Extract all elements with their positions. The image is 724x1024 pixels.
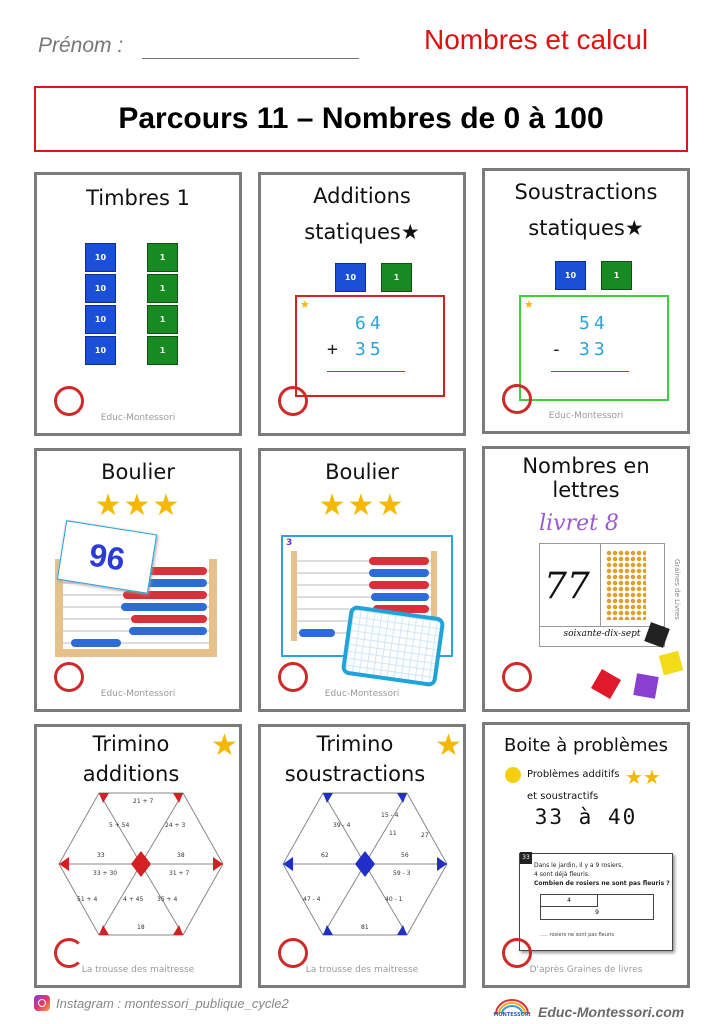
trimino-label: 24 + 3 [165, 822, 186, 829]
instagram-icon [34, 995, 50, 1011]
card-title: Timbres 1 [86, 186, 190, 210]
star-icon: ★ [524, 298, 534, 311]
bar-model [540, 894, 654, 920]
units-stamp: 1 [147, 243, 178, 272]
top-number-value: 54 [579, 313, 609, 334]
card-title-line1: Trimino [92, 732, 170, 756]
top-number [355, 313, 385, 334]
panel-divider [600, 544, 601, 626]
trimino-label: 35 + 4 [157, 896, 178, 903]
operator: + [327, 339, 342, 360]
units-stamp: 1 [601, 261, 632, 290]
card-title-line2: additions [82, 762, 180, 786]
units-stamp: 1 [147, 274, 178, 303]
trimino-label: 47 - 4 [303, 896, 321, 903]
page-title: Parcours 11 – Nombres de 0 à 100 [34, 86, 688, 152]
card-boulier-1 [34, 448, 242, 712]
tens-stamp: 10 [335, 263, 366, 292]
result-line [327, 371, 405, 372]
card-boulier-2 [258, 448, 466, 712]
card-title-line2: soustractions [284, 762, 426, 786]
tens-stamp: 10 [85, 336, 116, 365]
panel-divider-h [540, 626, 664, 627]
completion-circle[interactable] [278, 386, 308, 416]
corner-number: 3 [286, 538, 293, 548]
trimino-label: 62 [321, 852, 329, 859]
trimino-label: 56 [401, 852, 409, 859]
card-credit: D'après Graines de livres [529, 965, 643, 975]
trimino-label: 15 - 4 [381, 812, 399, 819]
problem-range: 33 à 40 [534, 805, 638, 829]
montessori-logo [490, 996, 534, 1018]
trimino-label: 81 [361, 924, 369, 931]
trimino-label: 18 [137, 924, 145, 931]
slate-board [341, 605, 446, 688]
problem-text-1: Dans le jardin, il y a 9 rosiers. [534, 862, 624, 869]
stars-rating: ★★★ [94, 488, 182, 523]
booklet-label: livret 8 [539, 511, 619, 536]
calc-box [295, 295, 445, 397]
completion-circle[interactable] [502, 384, 532, 414]
trimino-label: 59 - 3 [393, 870, 411, 877]
card-title-line1: Nombres en [522, 454, 650, 478]
dice-yellow [659, 651, 683, 675]
bottom-number [355, 339, 385, 360]
bar-top: 4 [541, 895, 598, 907]
yellow-dot [505, 767, 521, 783]
written-number: 77 [544, 566, 590, 607]
card-additions-statiques [258, 172, 466, 436]
trimino-hexagon [57, 791, 225, 937]
subtitle-line1: Problèmes additifs [527, 769, 620, 780]
site-link[interactable]: Educ-Montessori.com [538, 1004, 685, 1020]
problem-text-2: 4 sont déjà fleuris. [534, 871, 590, 878]
bottom-number [579, 339, 609, 360]
answer-line: ..... rosiers ne sont pas fleuris [540, 932, 614, 938]
card-title-line2: statiques★ [528, 216, 644, 240]
card-title-line2: statiques★ [304, 220, 420, 244]
card-title: Boulier [325, 460, 399, 484]
bottom-number-value: 35 [355, 339, 385, 360]
prenom-label: Prénom : [38, 34, 124, 57]
star-icon: ★ [211, 728, 238, 763]
dice-red [591, 669, 621, 699]
calc-box [519, 295, 669, 401]
card-timbres [34, 172, 242, 436]
trimino-label: 27 [421, 832, 429, 839]
card-title-line1: Trimino [316, 732, 394, 756]
trimino-label: 38 [177, 852, 185, 859]
card-credit: Educ-Montessori [548, 411, 624, 421]
logo-text: MONTESSORI [493, 1012, 531, 1018]
card-soustractions-statiques [482, 168, 690, 434]
trimino-label: 33 + 30 [93, 870, 118, 877]
problem-number: 33 [520, 852, 532, 864]
top-number-value: 64 [355, 313, 385, 334]
subject-title: Nombres et calcul [424, 24, 649, 55]
prenom-line [142, 58, 359, 59]
card-credit: Educ-Montessori [324, 689, 400, 699]
trimino-label: 11 [389, 830, 397, 837]
bar-bottom: 9 [595, 909, 599, 916]
trimino-label: 33 [97, 852, 105, 859]
result-line [551, 371, 629, 372]
side-text-holder [671, 559, 681, 639]
completion-circle[interactable] [278, 662, 308, 692]
card-boite-a-problemes [482, 722, 690, 988]
top-number [579, 313, 609, 334]
trimino-label: 39 - 4 [333, 822, 351, 829]
card-title: Boulier [101, 460, 175, 484]
card-nombres-en-lettres [482, 446, 690, 712]
completion-circle[interactable] [54, 938, 84, 968]
tens-stamp: 10 [85, 243, 116, 272]
trimino-label: 31 + 7 [169, 870, 190, 877]
trimino-label: 5 + 54 [109, 822, 130, 829]
operator-row [327, 339, 342, 360]
tens-stamp: 10 [85, 305, 116, 334]
completion-circle[interactable] [502, 662, 532, 692]
card-credit: Educ-Montessori [100, 413, 176, 423]
units-stamp: 1 [147, 305, 178, 334]
completion-circle[interactable] [54, 386, 84, 416]
trimino-hexagon [281, 791, 449, 937]
side-text: Graines de Livres [673, 559, 681, 620]
stars-rating: ★★★ [318, 488, 406, 523]
number-panel [539, 543, 665, 647]
problem-card [519, 853, 673, 951]
instagram-handle[interactable]: Instagram : montessori_publique_cycle2 [56, 996, 289, 1011]
bottom-number-value: 33 [579, 339, 609, 360]
operator: - [551, 339, 566, 360]
units-stamp: 1 [381, 263, 412, 292]
completion-circle[interactable] [502, 938, 532, 968]
card-credit: La trousse des maitresse [81, 965, 195, 975]
tens-stamp: 10 [85, 274, 116, 303]
completion-circle[interactable] [278, 938, 308, 968]
units-stamp: 1 [147, 336, 178, 365]
operator-row [551, 339, 566, 360]
trimino-label: 21 + 7 [133, 798, 154, 805]
card-title-line2: lettres [552, 478, 620, 502]
card-title-line1: Additions [313, 184, 411, 208]
problem-question: Combien de rosiers ne sont pas fleuris ? [534, 880, 670, 887]
completion-circle[interactable] [54, 662, 84, 692]
number-words: soixante-dix-sept [563, 629, 641, 639]
dice-purple [633, 673, 658, 698]
card-title: Boite à problèmes [504, 735, 668, 756]
number-card: 96 [57, 520, 157, 594]
card-credit: Educ-Montessori [100, 689, 176, 699]
subtitle-line2: et soustractifs [527, 791, 599, 802]
golden-beads [606, 550, 646, 620]
card-title-line1: Soustractions [514, 180, 658, 204]
card-credit: La trousse des maitresse [305, 965, 419, 975]
card-trimino-additions [34, 724, 242, 988]
trimino-label: 40 - 1 [385, 896, 403, 903]
star-icon: ★ [300, 298, 310, 311]
star-icon: ★★ [625, 765, 661, 789]
tens-stamp: 10 [555, 261, 586, 290]
card-trimino-soustractions [258, 724, 466, 988]
trimino-label: 51 + 4 [77, 896, 98, 903]
star-icon: ★ [435, 728, 462, 763]
trimino-label: 4 + 45 [123, 896, 144, 903]
